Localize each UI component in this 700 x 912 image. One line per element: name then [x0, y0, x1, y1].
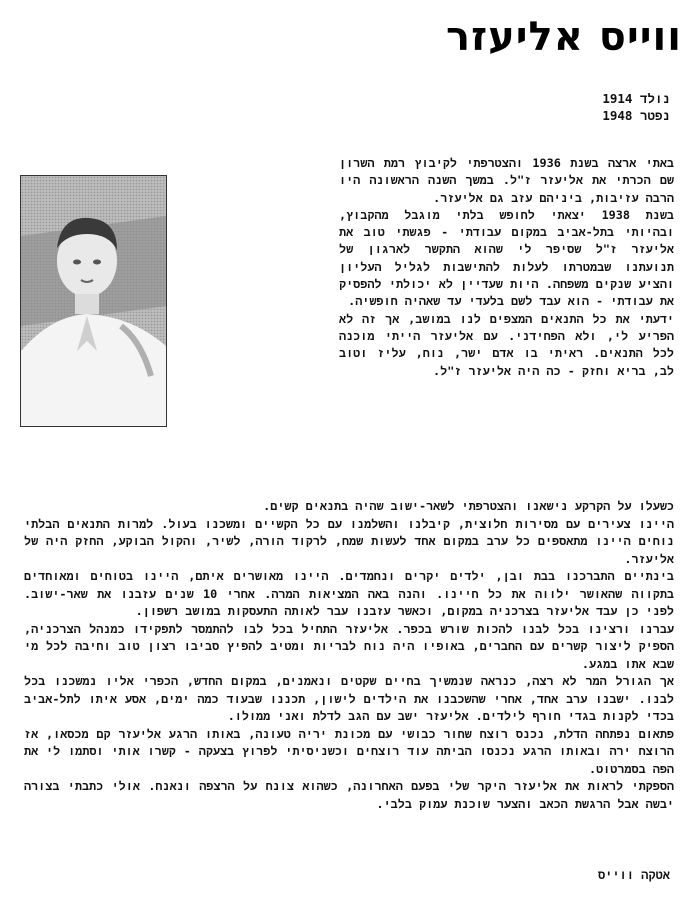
paragraph: בשנת 1938 יצאתי לחופש בלתי מוגבל מהקבוץ, ובהיותי בתל-אביב במקום עבודתי - פגשתי טוב את אליעזר ז"ל שסיפר לי שהוא התקשר לארגון של תנועתנו שבמטרתו לעלות להתישבות לגליל העליון והציע שנקים משפחה. היות שעדיין לא יכולתי להפסיק את עבודתי - הוא עבד לשם בלעדי עד שאהיה חופשיה. [339, 207, 674, 309]
paragraph: באתי ארצה בשנת 1936 והצטרפתי לקיבוץ רמת השרון שם הכרתי את אליעזר ז"ל. במשך השנה הראשונה היו הרבה עזיבות, ביניהם עזב גם אליעזר. [339, 156, 674, 205]
portrait-photo-icon [21, 176, 166, 426]
death-year: נפטר 1948 [602, 108, 670, 123]
paragraph: הספקתי לראות את אליעזר היקר שלי בפעם האחרונה, כשהוא צונח על הרצפה ונאנח. אולי כתבתי בצורה יבשה אבל הרגשת הכאב והצער שוכנת עמוק בלבי. [24, 779, 674, 811]
birth-year: נולד 1914 [602, 91, 670, 106]
paragraph: ידעתי את כל התנאים המצפים לנו במושב, אך זה לא הפריע לי, ולא הפחידני. עם אליעזר הייתי מוכנה לכל התנאים. ראיתי בו אדם ישר, נוח, עליז וטוב לב, בריא וחזק - כה היה אליעזר ז"ל. [339, 311, 674, 378]
narrow-text-column [339, 155, 674, 380]
signature: אטקה ווייס [597, 868, 670, 882]
full-width-text [24, 498, 674, 813]
paragraph: עברנו ורצינו בכל לבנו להכות שורש בכפר. אליעזר התחיל בכל לבו להתמסר לתפקידו כמנהל הצרכניה, הספיק ליצור קשרים עם החברים, באופיו היה נוח לבריות ומטיב להפיץ סביבו רצון טוב וחיבה לכל מי שבא אתו במגע. [24, 621, 674, 671]
paragraph: כשעלו על הקרקע נישאנו והצטרפתי לשאר-ישוב שהיה בתנאים קשים. [263, 499, 674, 513]
paragraph: בינתיים התברכנו בבת ובן, ילדים יקרים ונחמדים. היינו מאושרים איתם, היינו בטוחים ומאוחדים בתקווה שהאושר ילווה את כל חיינו. והנה באה המציאות המרה. אחרי 10 שנים עזבנו את שאר-ישוב. לפני כן עבד אליעזר בצרכניה במקום, וכאשר עזבנו עבר לאותה התעסקות במושב רשפון. [24, 569, 674, 618]
paragraph: אך הגורל המר לא רצה, כנראה שנמשיך בחיים שקטים ונאמנים, במקום החדש, הכפרי אליו נמשכנו בכל לבנו. ישבנו ערב אחד, אחרי שהשכבנו את הילדים לישון, תכננו שבעוד כמה ימים, אסע איתו לתל-אביב בכדי לקנות בגדי חורף לילדים. אליעזר ישב עם הגב לדלת ואני ממולו. [24, 674, 674, 723]
life-dates [602, 90, 670, 124]
page-title: ווייס אליעזר [446, 14, 682, 60]
paragraph: פתאום נפתחה הדלת, נכנס רוצח שחור כבושי עם מכונת יריה טעונה, באותו הרגע אליעזר קם מכסאו, אז הרוצח ירה ובאותו הרגע נכנסו הביתה עוד רוצחים וכשניסיתי לפרוץ בצעקה - קשרו אותי וסתמו לי את הפה בסמרטוט. [24, 726, 674, 776]
paragraph: היינו צעירים עם מסירות חלוצית, קיבלנו והשלמנו עם כל הקשיים ומשכנו בעול. למרות התנאים הבלתי נוחים היינו מתאספים כל ערב במקום אחד לעשות שמח, לרקוד הורה, לשיר, והקול הבוקע, החזק היה של אליעזר. [24, 516, 674, 566]
portrait-photo [20, 175, 167, 427]
